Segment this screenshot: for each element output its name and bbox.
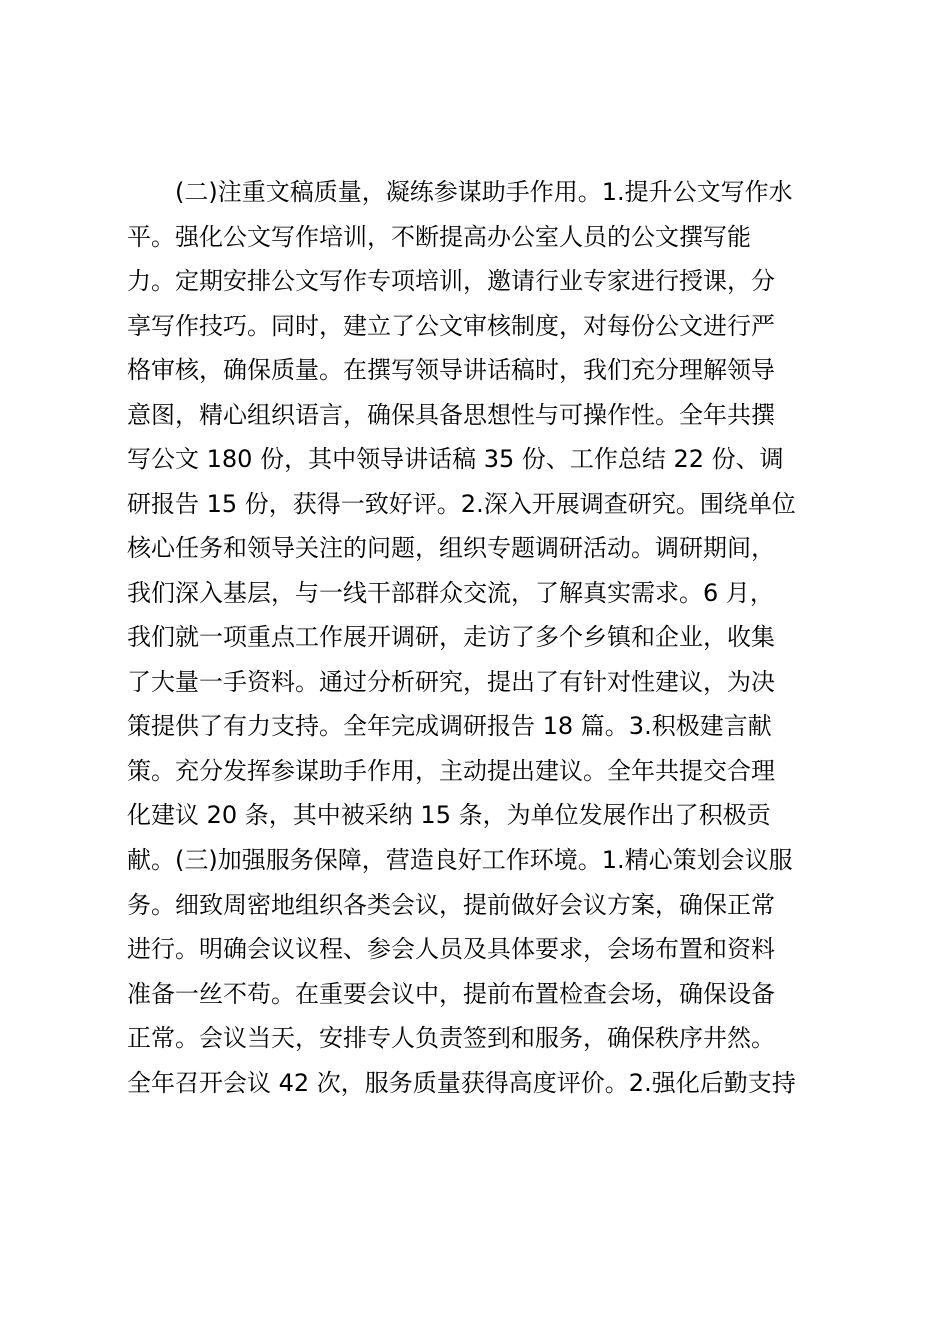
paragraph-line: (二)注重文稿质量，凝练参谋助手作用。1.提升公文写作水 <box>175 178 793 206</box>
paragraph-line: 进行。明确会议议程、参会人员及具体要求，会场布置和资料 <box>127 935 775 963</box>
paragraph-line: 平。强化公文写作培训，不断提高办公室人员的公文撰写能 <box>127 222 751 251</box>
paragraph-line: 享写作技巧。同时，建立了公文审核制度，对每份公文进行严 <box>127 311 775 340</box>
paragraph-line: 全年召开会议 42 次，服务质量获得高度评价。2.强化后勤支持 <box>127 1068 796 1097</box>
paragraph-line: 化建议 20 条，其中被采纳 15 条，为单位发展作出了积极贡 <box>127 801 771 829</box>
paragraph-line: 我们深入基层，与一线干部群众交流，了解真实需求。6 月， <box>127 578 774 607</box>
paragraph-line: 写公文 180 份，其中领导讲话稿 35 份、工作总结 22 份、调 <box>127 445 784 473</box>
paragraph-line: 我们就一项重点工作展开调研，走访了多个乡镇和企业，收集 <box>127 623 775 651</box>
paragraph-section-2 <box>127 170 837 882</box>
paragraph-line: 策。充分发挥参谋助手作用，主动提出建议。全年共提交合理 <box>127 756 775 785</box>
paragraph-line: 策提供了有力支持。全年完成调研报告 18 篇。3.积极建言献 <box>127 712 772 740</box>
paragraph-line: 研报告 15 份，获得一致好评。2.深入开展调查研究。围绕单位 <box>127 489 796 518</box>
paragraph-line: 务。细致周密地组织各类会议，提前做好会议方案，确保正常 <box>127 890 775 919</box>
paragraph-line: 正常。会议当天，安排专人负责签到和服务，确保秩序井然。 <box>127 1024 775 1052</box>
paragraph-line: 意图，精心组织语言，确保具备思想性与可操作性。全年共撰 <box>127 400 775 429</box>
paragraph-line: 力。定期安排公文写作专项培训，邀请行业专家进行授课，分 <box>127 267 775 295</box>
paragraph-line: 核心任务和领导关注的问题，组织专题调研活动。调研期间， <box>127 534 775 562</box>
paragraph-line: 格审核，确保质量。在撰写领导讲话稿时，我们充分理解领导 <box>127 356 775 384</box>
paragraph-line: 了大量一手资料。通过分析研究，提出了有针对性建议，为决 <box>127 667 775 696</box>
paragraph-line: (三)加强服务保障，营造良好工作环境。1.精心策划会议服 <box>175 846 793 874</box>
paragraph-line: 准备一丝不苟。在重要会议中，提前布置检查会场，确保设备 <box>127 979 775 1008</box>
paragraph-line: 献。 <box>127 845 175 874</box>
paragraph-section-3 <box>127 838 837 1105</box>
